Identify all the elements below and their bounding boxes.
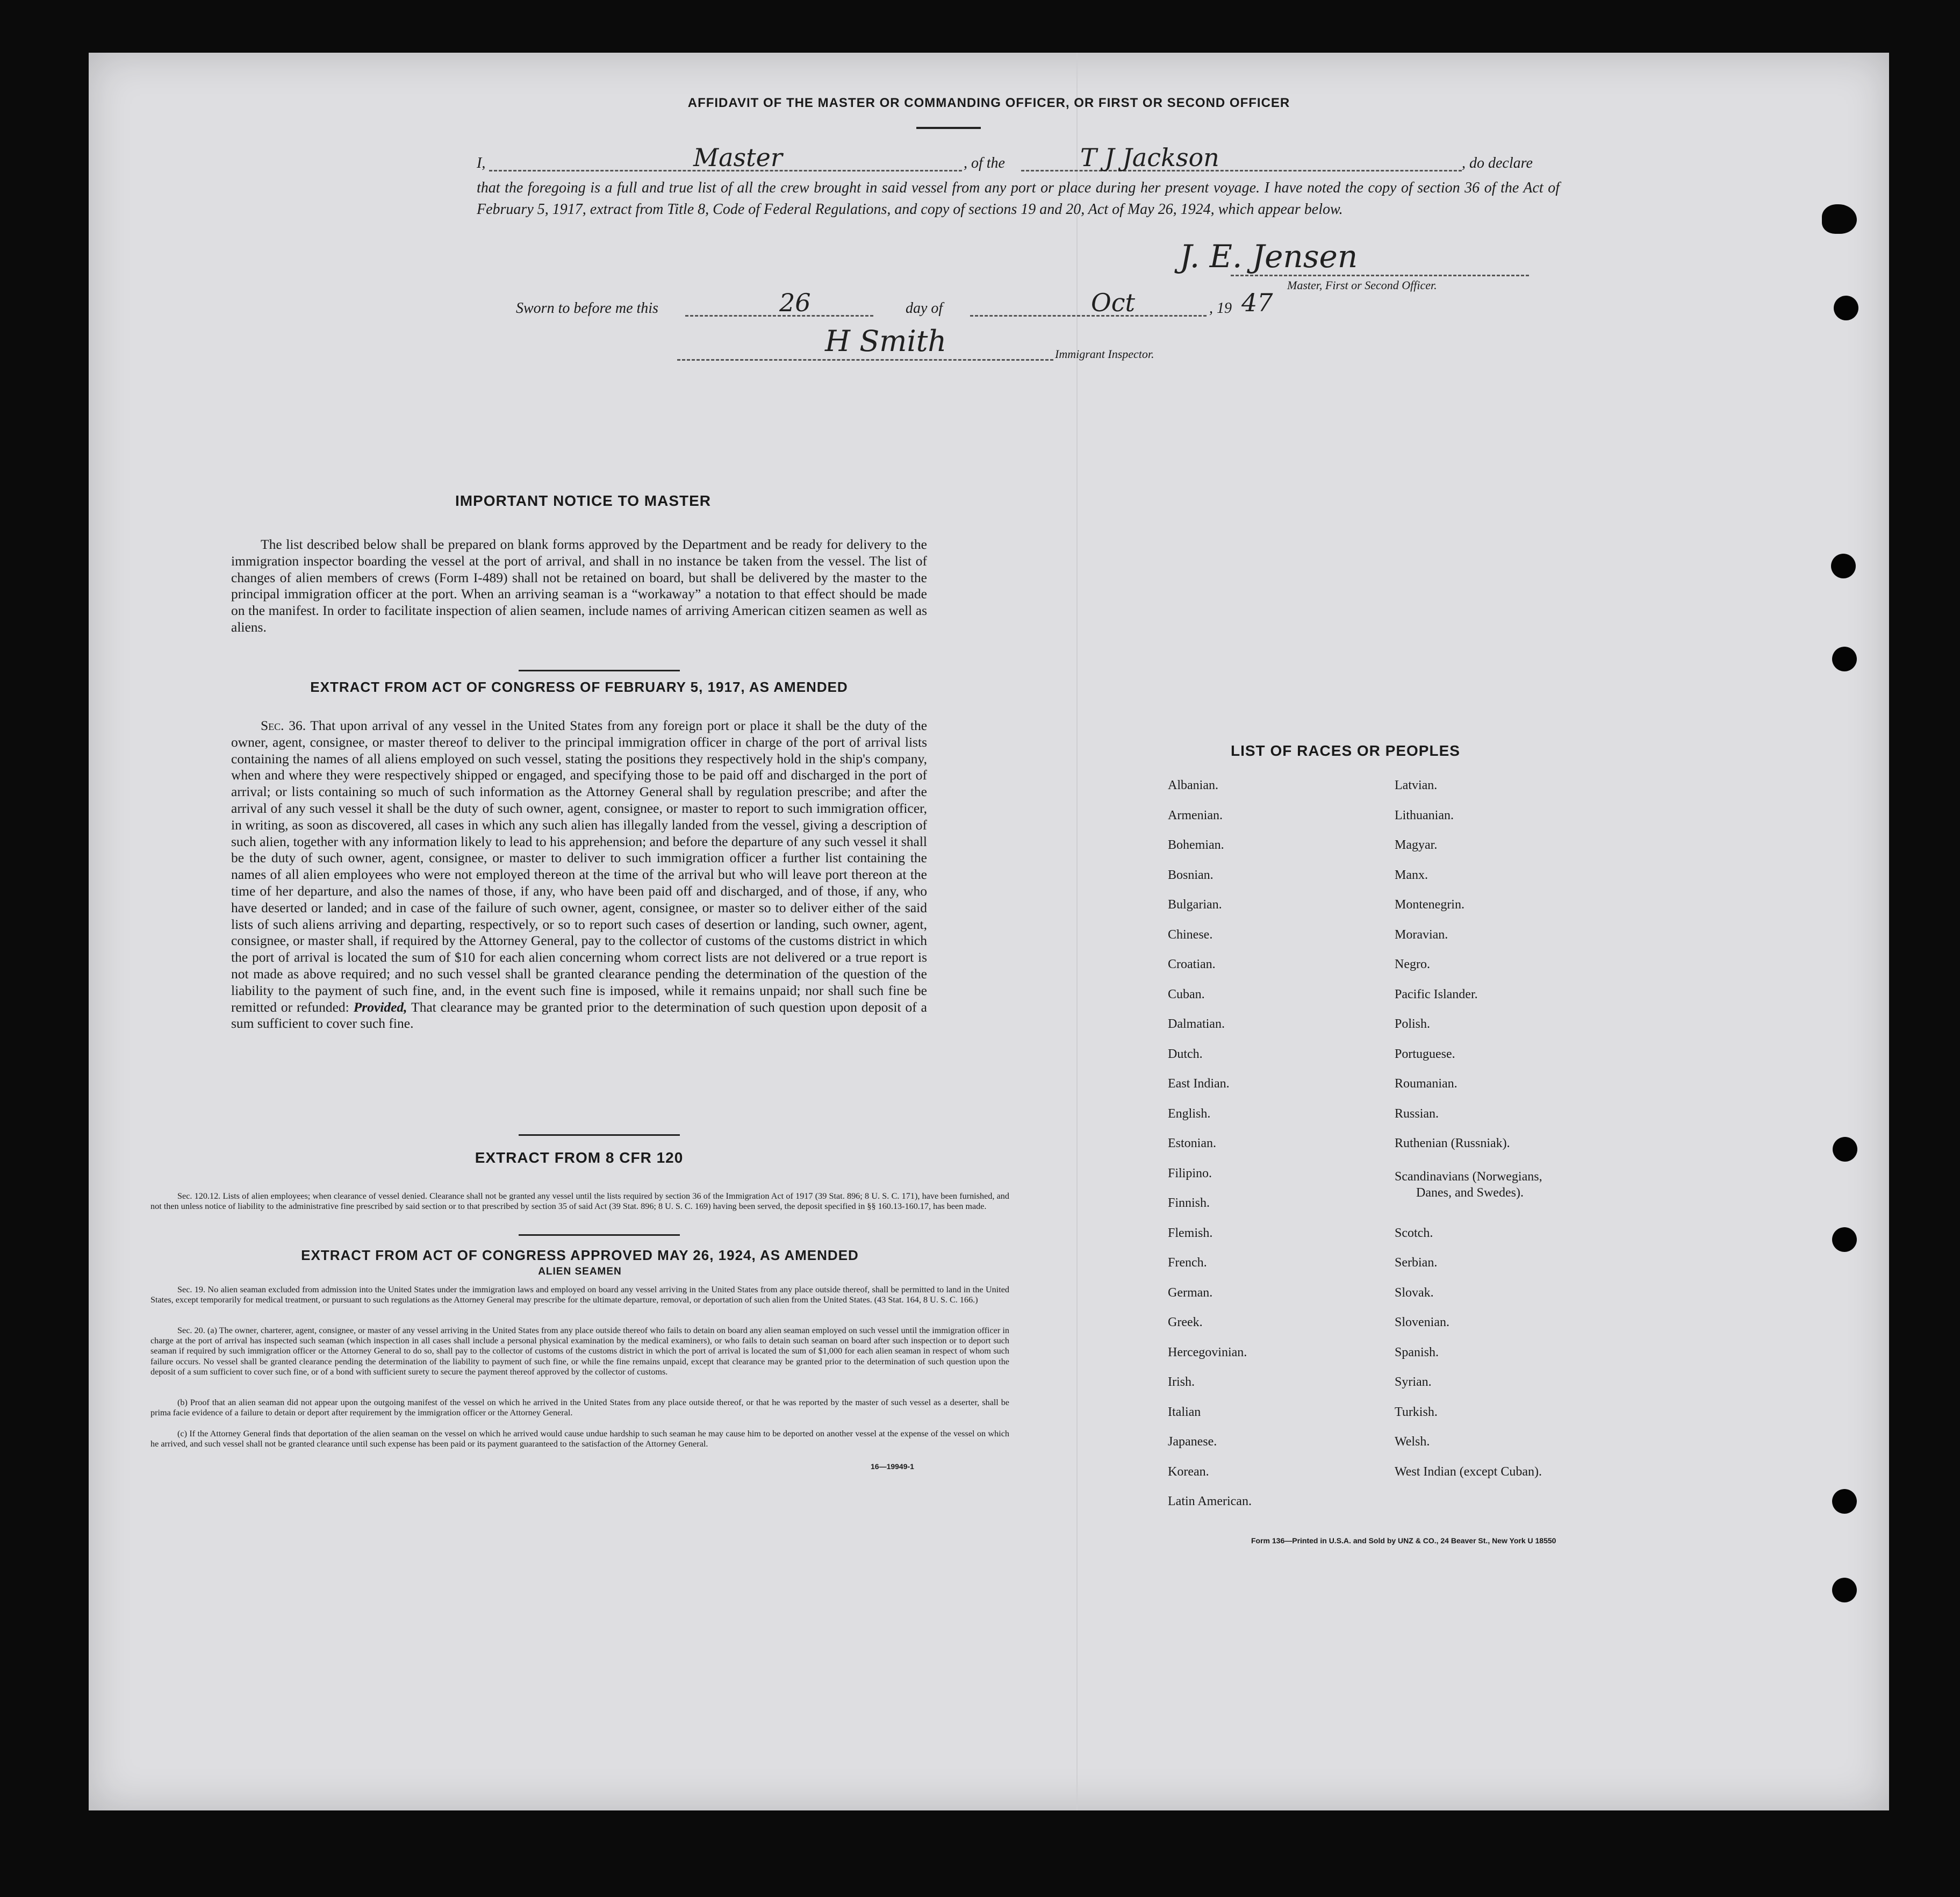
sec-36-text: That upon arrival of any vessel in the United States from any foreign port or place it shall be the duty of the owner, agent, consignee, or master thereof to deliver to the principal immigration officer in charge of the port of arrival lists containing the names of all aliens employed on such vessel, stating the positions they respectively hold in the ship's company, when and where they were respectively shipped or engaged, and specifying those to be paid off and discharged in the port of arrival; or lists containing so much of such information as the Attorney General shall by regulation prescribe; and after the arrival of any such vessel it shall be the duty of such owner, agent, consignee, or master to report to such immigration officer, in writing, as soon as discovered, all cases in which any such alien has illegally landed from the vessel, giving a description of such alien, together with any information likely to lead to his apprehension; and before the departure of any such vessel it shall be the duty of such owner, agent, consignee, or master to deliver to such immigration officer a further list containing the names of all alien employees who were not employed thereon at the time of the arrival but who will leave port thereon at the time of her departure, and also the names of those, if any, who have been paid off and discharged, and of those, if any, who have deserted or landed; and in case of the failure of such owner, agent, consignee, or master so to deliver either of the said lists of such aliens arriving and departing, respectively, or so to report such cases of desertion or landing, such owner, agent, consignee, or master shall, if required by the Attorney General, pay to the collector of customs of the customs district in which the port of arrival is located the sum of $10 for each alien concerning whom correct lists are not delivered or a true report is not made as above required; and no such vessel shall be granted clearance pending the determination of the question of the liability to the payment of such fine, and, in the event such fine is imposed, while it remains unpaid; nor shall such fine be remitted or refunded: <box>231 718 928 1015</box>
race-item: Pacific Islander. <box>1395 987 1478 1001</box>
race-item: Filipino. <box>1168 1166 1212 1180</box>
race-item: Scandinavians (Norwegians, <box>1395 1170 1542 1184</box>
sec-36-text-end: That clearance may be granted prior to the determination of such question upon deposit of a sum sufficient to cover such fine. <box>231 999 927 1032</box>
ink-blot <box>1822 204 1857 234</box>
race-item: West Indian (except Cuban). <box>1395 1464 1542 1479</box>
race-item: Magyar. <box>1395 838 1438 852</box>
binder-hole <box>1832 1578 1857 1602</box>
title-rule <box>916 127 981 129</box>
master-handwritten: Master <box>693 143 782 172</box>
race-item: Slovak. <box>1395 1285 1434 1300</box>
race-item: Roumanian. <box>1395 1077 1458 1091</box>
race-item: Russian. <box>1395 1106 1439 1121</box>
race-item: Flemish. <box>1168 1226 1213 1240</box>
race-item: Irish. <box>1168 1375 1195 1389</box>
affidavit-i: I, <box>477 155 486 171</box>
race-item: German. <box>1168 1285 1213 1300</box>
race-item: Albanian. <box>1168 778 1218 792</box>
race-item: Welsh. <box>1395 1435 1430 1449</box>
extract-1924-title: EXTRACT FROM ACT OF CONGRESS APPROVED MAY 26, 1924, AS AMENDED <box>301 1247 859 1263</box>
race-item: Dutch. <box>1168 1047 1203 1061</box>
race-item: Manx. <box>1395 868 1428 882</box>
race-item: East Indian. <box>1168 1077 1230 1091</box>
cfr-title: EXTRACT FROM 8 CFR 120 <box>475 1149 684 1166</box>
race-item: French. <box>1168 1256 1207 1270</box>
sec-20c-text: (c) If the Attorney General finds that deportation of the alien seaman on the vessel on which he arrived would cause undue hardship to such seaman he may cause him to be deported on another vessel at the expense of the vessel on which he arrived, and such vessel shall not be granted clearance until such expense has been paid or its payment guaranteed to the satisfaction of the Attorney General. <box>150 1429 1009 1449</box>
of-the-text: , of the <box>964 155 1005 171</box>
form-footer: Form 136—Printed in U.S.A. and Sold by UNZ & CO., 24 Beaver St., New York U 18550 <box>1251 1536 1556 1545</box>
extract-1917-body <box>231 718 927 1032</box>
race-item: Polish. <box>1395 1017 1431 1031</box>
print-code: 16—19949-1 <box>871 1462 914 1471</box>
race-item: Korean. <box>1168 1464 1209 1479</box>
race-item: Armenian. <box>1168 808 1223 822</box>
race-item: Spanish. <box>1395 1345 1439 1359</box>
sworn-year: 47 <box>1241 288 1273 317</box>
extract-1917-title: EXTRACT FROM ACT OF CONGRESS OF FEBRUARY 5, 1917, AS AMENDED <box>310 679 848 695</box>
document-page <box>89 53 1889 1810</box>
inspector-label: Immigrant Inspector. <box>1055 347 1154 361</box>
notice-body: The list described below shall be prepared on blank forms approved by the Department and be ready for delivery to the immigration inspector boarding the vessel at the port of arrival, and shall in no instance be taken from the vessel. The list of changes of alien members of crews (Form I-489) shall not be retained on board, but shall be delivered by the master to the principal immigration officer at the port. When an arriving seaman is a “workaway” a notation to that effect should be made on the manifest. In order to facilitate inspection of alien seamen, include names of arriving American citizen seamen as well as aliens. <box>231 536 927 635</box>
sec-36-label: Sec. 36. <box>261 718 306 733</box>
race-item: Moravian. <box>1395 927 1448 942</box>
race-item: Latin American. <box>1168 1494 1252 1508</box>
cfr-rule <box>519 1234 680 1236</box>
provided-term: Provided, <box>353 999 407 1015</box>
race-item: Japanese. <box>1168 1435 1217 1449</box>
inspector-dotted-line <box>677 359 1053 361</box>
race-item: Italian <box>1168 1405 1201 1419</box>
race-item: Ruthenian (Russniak). <box>1395 1136 1510 1150</box>
alien-seamen-subtitle: ALIEN SEAMEN <box>538 1266 622 1277</box>
sec-20a-text: Sec. 20. (a) The owner, charterer, agent, consignee, or master of any vessel arriving in the United States from any place outside thereof who fails to detain on board any alien seaman employed on such vessel until the immigration officer in charge at the port of arrival has inspected such seaman (which inspection in all cases shall include a personal physical examination by the medical examiners), or who fails to detain such seaman on board after such inspection or to deport such seaman if required by such immigration officer or the Attorney General to do so, shall pay to the collector of customs of the customs district in which the port of arrival is located the sum of $1,000 for each alien seaman in respect of whom such failure occurs. No vessel shall be granted clearance pending the determination of the liability to payment of such fine, or while the fine remains unpaid, except that clearance may be granted prior to the determination of such question upon the deposit of a sum sufficient to cover such fine, or of a bond with sufficient surety to secure the payment thereof approved by the collector of customs. <box>150 1326 1009 1377</box>
binder-hole <box>1831 554 1856 578</box>
sworn-month: Oct <box>1091 288 1135 317</box>
race-item: Scotch. <box>1395 1226 1433 1240</box>
binder-hole <box>1832 647 1857 671</box>
affidavit-body: that the foregoing is a full and true list of all the crew brought in said vessel from any port or place during her present voyage. I have noted the copy of section 36 of the Act of February 5, 1917, extract from Title 8, Code of Federal Regulations, and copy of sections 19 and 20, Act of May 26, 1924, which appear below. <box>477 180 1560 218</box>
do-declare-text: , do declare <box>1462 155 1533 171</box>
binder-hole <box>1834 296 1858 320</box>
vessel-name-handwritten: T J Jackson <box>1080 143 1219 172</box>
affidavit-title: AFFIDAVIT OF THE MASTER OR COMMANDING OFFICER, OR FIRST OR SECOND OFFICER <box>687 96 1290 110</box>
race-item: Portuguese. <box>1395 1047 1455 1061</box>
month-dotted-line <box>970 315 1207 317</box>
sworn-day: 26 <box>779 288 811 317</box>
race-item: Cuban. <box>1168 987 1205 1001</box>
binder-hole <box>1832 1227 1857 1252</box>
race-item: Bosnian. <box>1168 868 1214 882</box>
race-item: Dalmatian. <box>1168 1017 1225 1031</box>
race-item: Estonian. <box>1168 1136 1216 1150</box>
sec-19-text: Sec. 19. No alien seaman excluded from admission into the United States under the immigration laws and employed on board any vessel arriving in the United States from any place outside thereof, shall be permitted to land in the United States, except temporarily for medical treatment, or pursuant to such regulations as the Attorney General may prescribe for the ultimate departure, removal, or deportation of such alien from the United States. (43 Stat. 164, 8 U. S. C. 166.) <box>150 1285 1009 1305</box>
race-item: Turkish. <box>1395 1405 1438 1419</box>
race-item: Chinese. <box>1168 927 1213 942</box>
notice-rule <box>519 670 680 671</box>
officer-label: Master, First or Second Officer. <box>1287 278 1437 292</box>
race-item: Croatian. <box>1168 957 1216 971</box>
notice-title: IMPORTANT NOTICE TO MASTER <box>455 492 712 509</box>
races-title: LIST OF RACES OR PEOPLES <box>1231 742 1460 759</box>
binder-hole <box>1832 1489 1857 1514</box>
race-item: Serbian. <box>1395 1256 1438 1270</box>
officer-dotted-line <box>1231 275 1529 276</box>
race-item: Hercegovinian. <box>1168 1345 1247 1359</box>
day-of-text: day of <box>906 300 943 317</box>
extract-1917-rule <box>519 1134 680 1136</box>
race-item: Greek. <box>1168 1315 1203 1329</box>
race-item: Montenegrin. <box>1395 898 1464 912</box>
race-item: Latvian. <box>1395 778 1438 792</box>
race-item: Danes, and Swedes). <box>1416 1186 1524 1200</box>
race-item: Lithuanian. <box>1395 808 1454 822</box>
race-item: Slovenian. <box>1395 1315 1449 1329</box>
binder-hole <box>1833 1137 1857 1162</box>
race-item: Finnish. <box>1168 1196 1210 1210</box>
year-prefix: , 19 <box>1209 300 1232 317</box>
race-item: Bohemian. <box>1168 838 1224 852</box>
race-item: Negro. <box>1395 957 1430 971</box>
cfr-body: Sec. 120.12. Lists of alien employees; when clearance of vessel denied. Clearance shall not be granted any vessel until the lists required by section 36 of the Immigration Act of 1917 (39 Stat. 896; 8 U. S. C. 171), have been furnished, and not then unless notice of liability to the administrative fine prescribed by said section or to that prescribed by section 35 of said Act (39 Stat. 896; 8 U. S. C. 169) having been served, the deposit specified in §§ 160.13-160.17, has been made. <box>150 1191 1009 1212</box>
race-item: English. <box>1168 1106 1211 1121</box>
officer-signature: J. E. Jensen <box>1180 238 1358 275</box>
inspector-signature: H Smith <box>825 324 947 358</box>
race-item: Syrian. <box>1395 1375 1432 1389</box>
sworn-text: Sworn to before me this <box>516 300 658 317</box>
race-item: Bulgarian. <box>1168 898 1222 912</box>
sec-20b-text: (b) Proof that an alien seaman did not appear upon the outgoing manifest of the vessel on which he arrived in the United States from any place outside thereof, or that he was reported by the master of such vessel as a deserter, shall be prima facie evidence of a failure to detain or deport after requirement by the immigration officer or the Attorney General. <box>150 1398 1009 1418</box>
